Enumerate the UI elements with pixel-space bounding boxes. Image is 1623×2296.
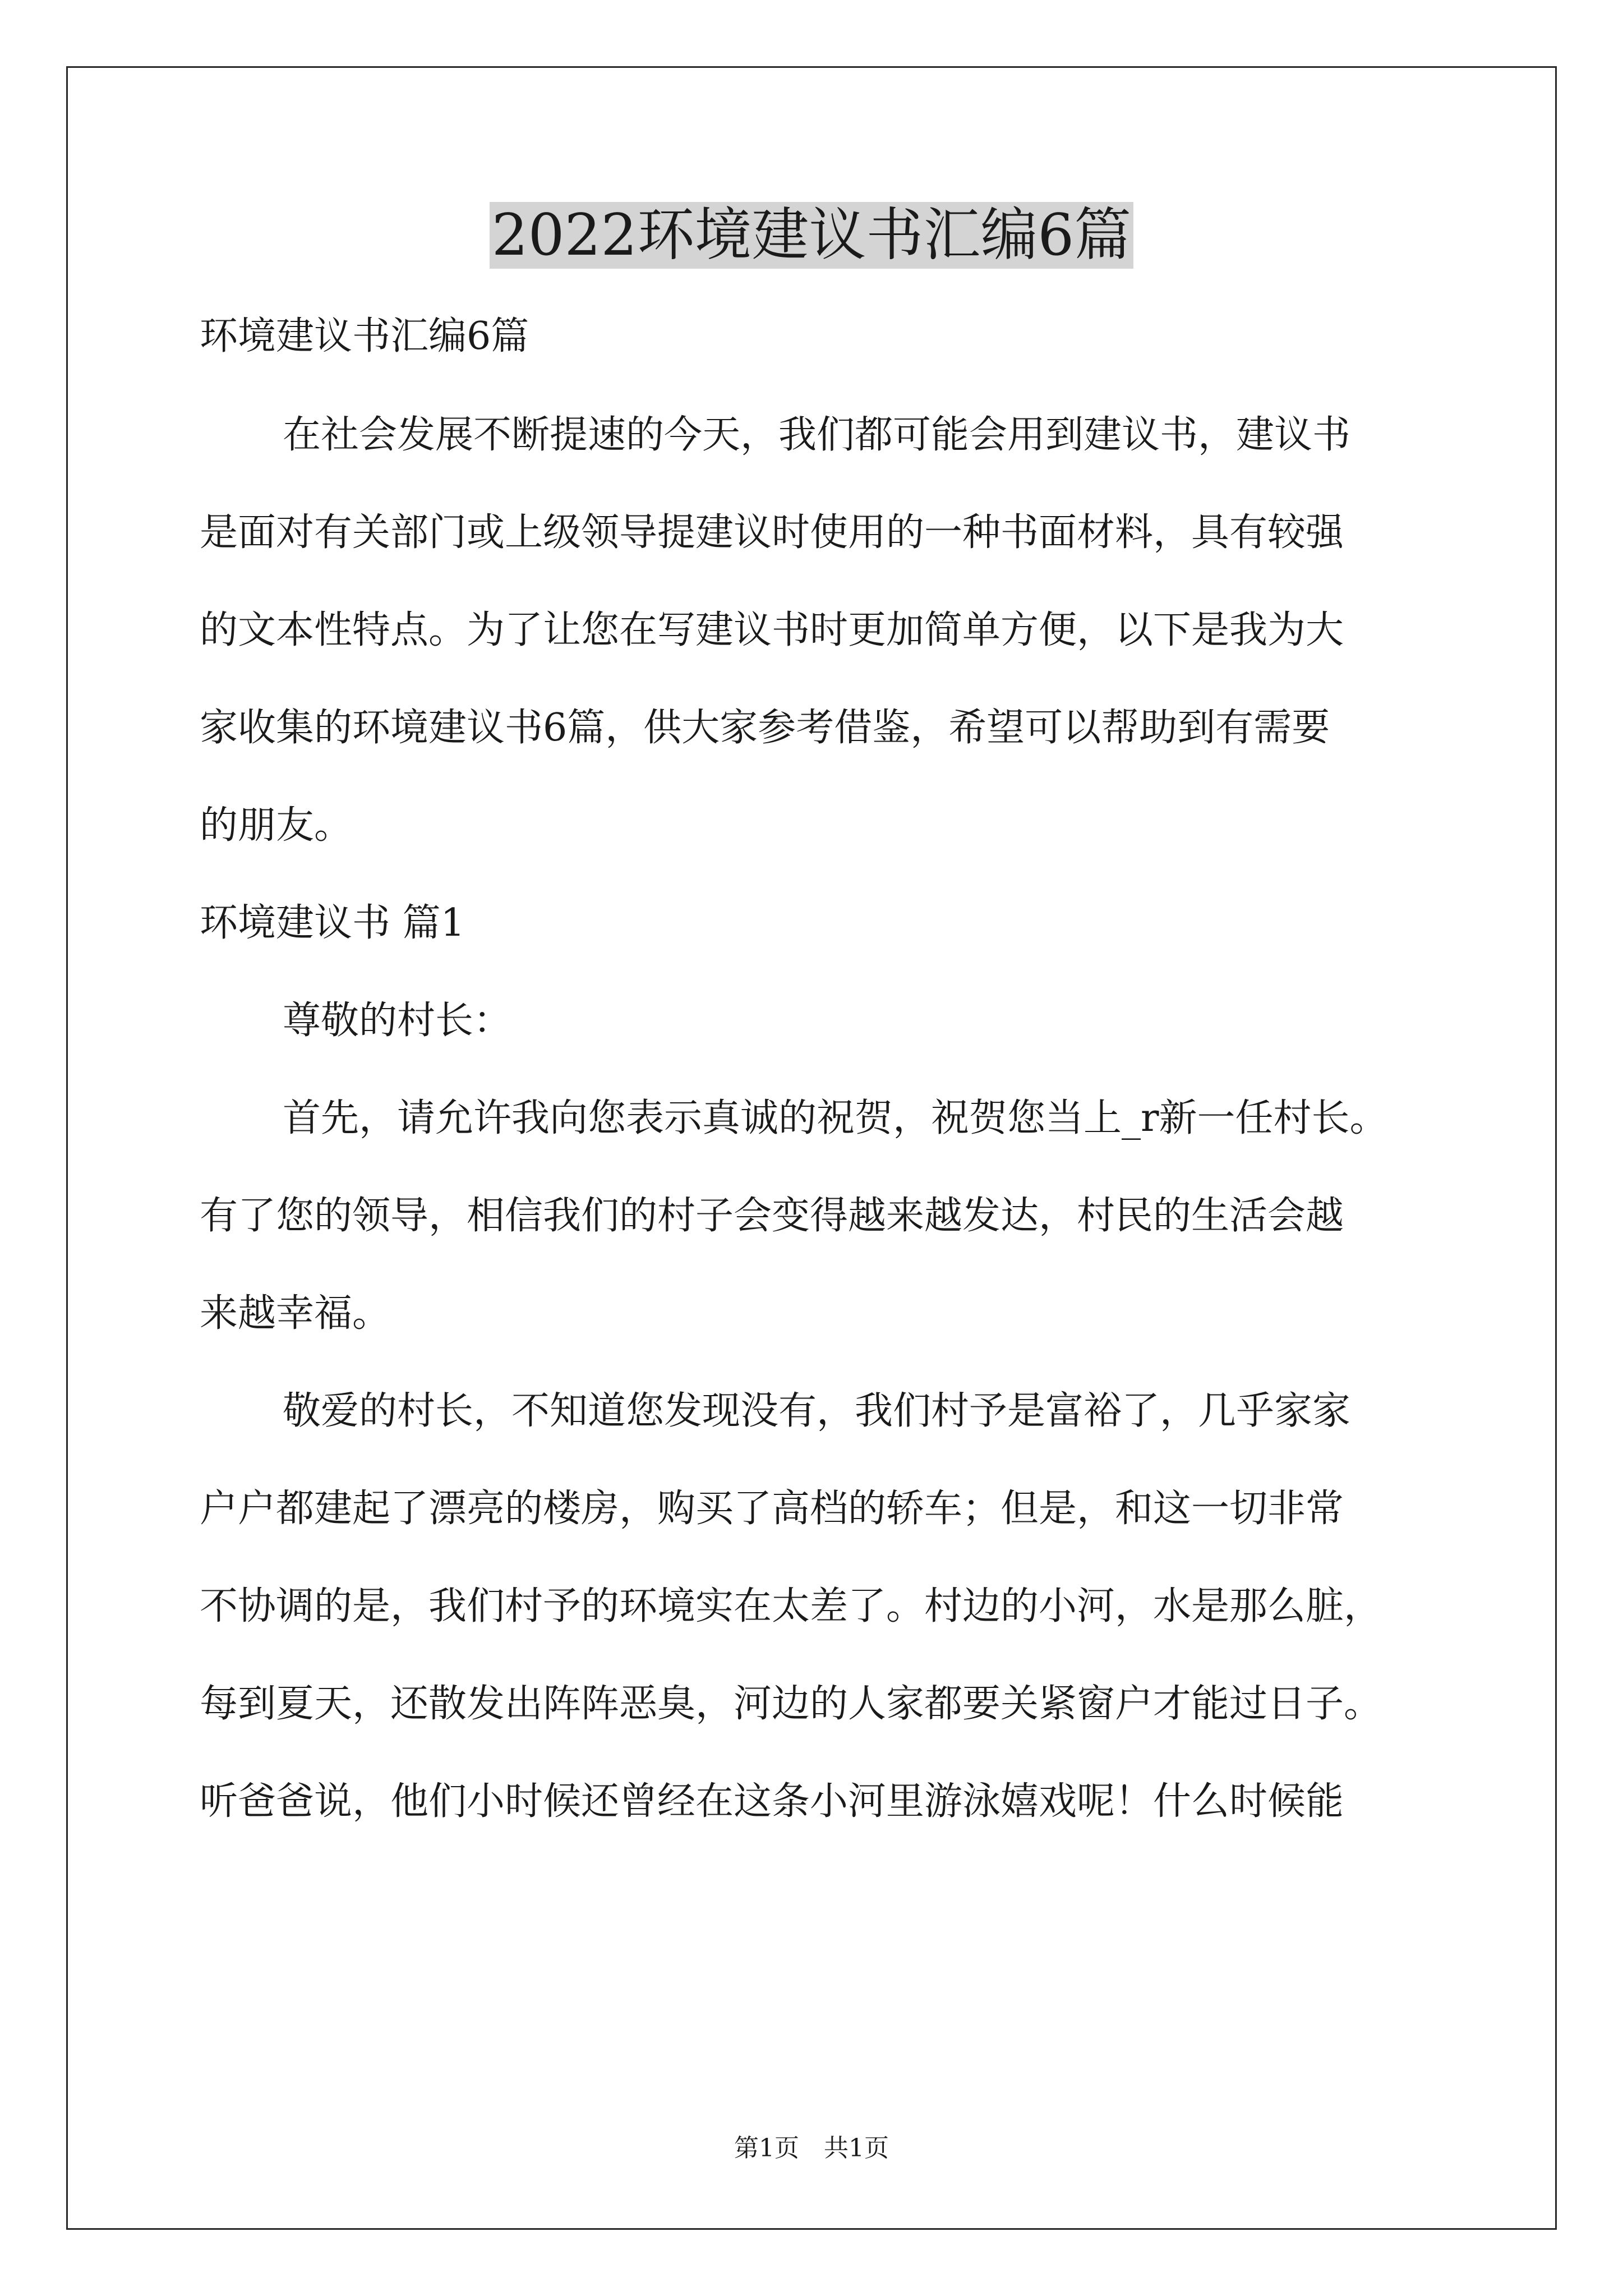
page-footer: 第1页 共1页 [734,2134,889,2162]
paragraph-line: 来越幸福。 [200,1291,391,1336]
paragraph-line: 家收集的环境建议书6篇，供大家参考借鉴，希望可以帮助到有需要 [200,706,1330,750]
paragraph-line: 不协调的是，我们村予的环境实在太差了。村边的小河，水是那么脏， [200,1584,1382,1628]
paragraph-line: 户户都建起了漂亮的楼房，购买了高档的轿车；但是，和这一切非常 [200,1487,1344,1531]
paragraph-line: 的文本性特点。为了让您在写建议书时更加简单方便，以下是我为大 [200,608,1344,652]
paragraph-line: 听爸爸说，他们小时候还曾经在这条小河里游泳嬉戏呢！什么时候能 [200,1779,1344,1824]
paragraph-line: 有了您的领导，相信我们的村子会变得越来越发达，村民的生活会越 [200,1194,1344,1238]
paragraph-line: 敬爱的村长，不知道您发现没有，我们村予是富裕了，几乎家家 [283,1389,1351,1433]
salutation-line: 尊敬的村长： [283,999,512,1043]
paragraph-line: 在社会发展不断提速的今天，我们都可能会用到建议书，建议书 [283,413,1351,457]
paragraph-line: 是面对有关部门或上级领导提建议时使用的一种书面材料，具有较强 [200,510,1344,555]
paragraph-line: 首先，请允许我向您表示真诚的祝贺，祝贺您当上_r新一任村长。 [283,1096,1388,1140]
section-heading: 环境建议书 篇1 [200,901,465,945]
paragraph-line: 的朋友。 [200,803,353,848]
subtitle-line: 环境建议书汇编6篇 [200,314,529,358]
paragraph-line: 每到夏天，还散发出阵阵恶臭，河边的人家都要关紧窗户才能过日子。 [200,1682,1382,1726]
document-title: 2022环境建议书汇编6篇 [0,199,1623,272]
